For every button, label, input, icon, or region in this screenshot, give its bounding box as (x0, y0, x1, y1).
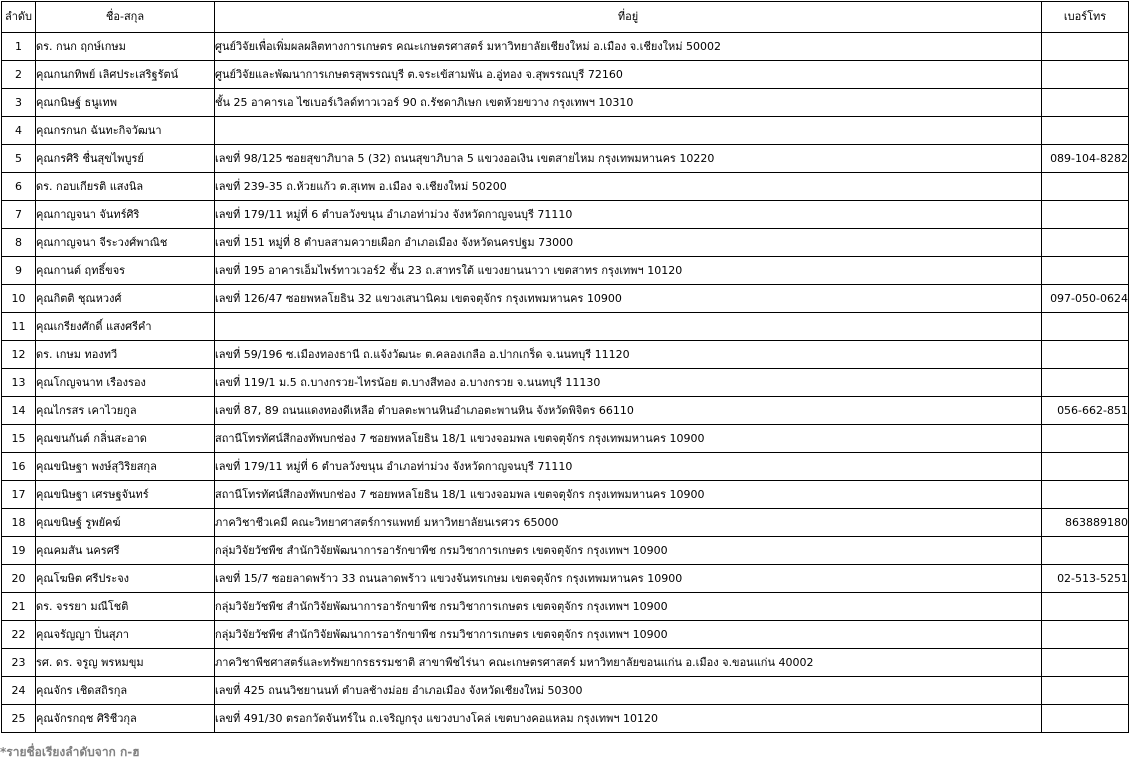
table-row (2, 425, 1129, 453)
cell-phone[interactable] (1042, 453, 1129, 481)
cell-no[interactable]: 20 (2, 565, 36, 593)
table-row (2, 593, 1129, 621)
table-row (2, 621, 1129, 649)
cell-phone[interactable] (1042, 61, 1129, 89)
table-row (2, 649, 1129, 677)
cell-phone[interactable]: 056-662-851 (1042, 397, 1129, 425)
cell-name[interactable]: คุณกาญจนา จันทร์ศิริ (36, 201, 215, 229)
header-row (2, 2, 1129, 33)
table-row (2, 369, 1129, 397)
cell-phone[interactable] (1042, 705, 1129, 733)
cell-phone[interactable] (1042, 649, 1129, 677)
cell-no[interactable]: 15 (2, 425, 36, 453)
cell-name[interactable]: คุณกรศิริ ชื่นสุขไพบูรย์ (36, 145, 215, 173)
cell-no[interactable]: 6 (2, 173, 36, 201)
cell-no[interactable]: 13 (2, 369, 36, 397)
cell-name[interactable]: ดร. เกษม ทองทวี (36, 341, 215, 369)
cell-no[interactable]: 10 (2, 285, 36, 313)
table-row (2, 481, 1129, 509)
cell-address[interactable]: เลขที่ 239-35 ถ.ห้วยแก้ว ต.สุเทพ อ.เมือง จ.เชียงใหม่ 50200 (215, 173, 1042, 201)
table-row (2, 705, 1129, 733)
contact-table (1, 1, 1129, 733)
cell-name[interactable]: คุณกนิษฐ์ ธนูเทพ (36, 89, 215, 117)
column-header-phone: เบอร์โทร (1042, 2, 1129, 33)
table-row (2, 229, 1129, 257)
cell-no[interactable]: 12 (2, 341, 36, 369)
cell-address[interactable]: ศูนย์วิจัยและพัฒนาการเกษตรสุพรรณบุรี ต.จระเข้สามพัน อ.อู่ทอง จ.สุพรรณบุรี 72160 (215, 61, 1042, 89)
cell-address[interactable]: กลุ่มวิจัยวัชพืช สำนักวิจัยพัฒนาการอารักขาพืช กรมวิชาการเกษตร เขตจตุจักร กรุงเทพฯ 10900 (215, 593, 1042, 621)
cell-address[interactable]: ศูนย์วิจัยเพื่อเพิ่มผลผลิตทางการเกษตร คณะเกษตรศาสตร์ มหาวิทยาลัยเชียงใหม่ อ.เมือง จ.เชียงใหม่ 50002 (215, 33, 1042, 61)
column-header-address: ที่อยู่ (215, 2, 1042, 33)
cell-name[interactable]: รศ. ดร. จรูญ พรหมขุม (36, 649, 215, 677)
cell-address[interactable]: เลขที่ 195 อาคารเอ็มไพร์ทาวเวอร์2 ชั้น 23 ถ.สาทรใต้ แขวงยานนาวา เขตสาทร กรุงเทพฯ 10120 (215, 257, 1042, 285)
cell-name[interactable]: คุณคมสัน นครศรี (36, 537, 215, 565)
cell-address[interactable]: กลุ่มวิจัยวัชพืช สำนักวิจัยพัฒนาการอารักขาพืช กรมวิชาการเกษตร เขตจตุจักร กรุงเทพฯ 10900 (215, 621, 1042, 649)
cell-name[interactable]: คุณกนกทิพย์ เลิศประเสริฐรัตน์ (36, 61, 215, 89)
table-row (2, 173, 1129, 201)
cell-address[interactable]: เลขที่ 151 หมู่ที่ 8 ตำบลสามควายเผือก อำเภอเมือง จังหวัดนครปฐม 73000 (215, 229, 1042, 257)
cell-address[interactable]: กลุ่มวิจัยวัชพืช สำนักวิจัยพัฒนาการอารักขาพืช กรมวิชาการเกษตร เขตจตุจักร กรุงเทพฯ 10900 (215, 537, 1042, 565)
table-row (2, 33, 1129, 61)
cell-phone[interactable] (1042, 201, 1129, 229)
cell-no[interactable]: 22 (2, 621, 36, 649)
cell-no[interactable]: 16 (2, 453, 36, 481)
cell-phone[interactable]: 097-050-0624 (1042, 285, 1129, 313)
table-row (2, 565, 1129, 593)
cell-name[interactable]: คุณขนิษฐา เศรษฐจันทร์ (36, 481, 215, 509)
cell-address[interactable]: ภาควิชาพืชศาสตร์และทรัพยากรธรรมชาติ สาขาพืชไร่นา คณะเกษตรศาสตร์ มหาวิทยาลัยขอนแก่น อ.เมือง จ.ขอนแก่น 40002 (215, 649, 1042, 677)
cell-name[interactable]: คุณจักร เชิดสถิรกุล (36, 677, 215, 705)
cell-address[interactable] (215, 117, 1042, 145)
cell-phone[interactable] (1042, 229, 1129, 257)
cell-name[interactable]: คุณจรัญญา ปิ่นสุภา (36, 621, 215, 649)
cell-name[interactable]: คุณขนิษฐา พงษ์สุวิริยสกุล (36, 453, 215, 481)
cell-address[interactable]: ชั้น 25 อาคารเอ ไซเบอร์เวิลด์ทาวเวอร์ 90 ถ.รัชดาภิเษก เขตห้วยขวาง กรุงเทพฯ 10310 (215, 89, 1042, 117)
cell-phone[interactable] (1042, 173, 1129, 201)
cell-no[interactable]: 1 (2, 33, 36, 61)
table-row (2, 117, 1129, 145)
cell-no[interactable]: 11 (2, 313, 36, 341)
table-row (2, 285, 1129, 313)
table-row (2, 201, 1129, 229)
cell-name[interactable]: คุณเกรียงศักดิ์ แสงศรีคำ (36, 313, 215, 341)
cell-no[interactable]: 9 (2, 257, 36, 285)
cell-phone[interactable] (1042, 341, 1129, 369)
cell-name[interactable]: คุณขนิษฐ์ รูพยัคฆ์ (36, 509, 215, 537)
cell-phone[interactable] (1042, 117, 1129, 145)
cell-name[interactable]: คุณโกญจนาท เรืองรอง (36, 369, 215, 397)
table-row (2, 257, 1129, 285)
cell-phone[interactable]: 863889180 (1042, 509, 1129, 537)
cell-name[interactable]: คุณกาญจนา จีระวงศ์พาณิช (36, 229, 215, 257)
cell-phone[interactable] (1042, 481, 1129, 509)
cell-address[interactable]: เลขที่ 98/125 ซอยสุขาภิบาล 5 (32) ถนนสุขาภิบาล 5 แขวงออเงิน เขตสายไหม กรุงเทพมหานคร 10220 (215, 145, 1042, 173)
cell-phone[interactable] (1042, 313, 1129, 341)
cell-name[interactable]: คุณโฆษิต ศรีประจง (36, 565, 215, 593)
cell-name[interactable]: คุณกรกนก ฉันทะกิจวัฒนา (36, 117, 215, 145)
cell-address[interactable]: เลขที่ 491/30 ตรอกวัดจันทร์ใน ถ.เจริญกรุง แขวงบางโคล่ เขตบางคอแหลม กรุงเทพฯ 10120 (215, 705, 1042, 733)
cell-no[interactable]: 23 (2, 649, 36, 677)
table-row (2, 677, 1129, 705)
cell-phone[interactable]: 089-104-8282 (1042, 145, 1129, 173)
cell-phone[interactable] (1042, 593, 1129, 621)
cell-name[interactable]: ดร. กอบเกียรติ แสงนิล (36, 173, 215, 201)
cell-phone[interactable] (1042, 425, 1129, 453)
cell-phone[interactable] (1042, 621, 1129, 649)
cell-phone[interactable] (1042, 537, 1129, 565)
cell-address[interactable]: สถานีโทรทัศน์สีกองทัพบกช่อง 7 ซอยพหลโยธิน 18/1 แขวงจอมพล เขตจตุจักร กรุงเทพมหานคร 10900 (215, 425, 1042, 453)
cell-no[interactable]: 21 (2, 593, 36, 621)
cell-address[interactable]: เลขที่ 425 ถนนวิชยานนท์ ตำบลช้างม่อย อำเภอเมือง จังหวัดเชียงใหม่ 50300 (215, 677, 1042, 705)
cell-no[interactable]: 8 (2, 229, 36, 257)
table-row (2, 341, 1129, 369)
cell-name[interactable]: คุณกิตติ ชุณหวงศ์ (36, 285, 215, 313)
cell-address[interactable]: เลขที่ 59/196 ซ.เมืองทองธานี ถ.แจ้งวัฒนะ ต.คลองเกลือ อ.ปากเกร็ด จ.นนทบุรี 11120 (215, 341, 1042, 369)
cell-name[interactable]: ดร. จรรยา มณีโชติ (36, 593, 215, 621)
cell-no[interactable]: 18 (2, 509, 36, 537)
cell-phone[interactable] (1042, 257, 1129, 285)
cell-no[interactable]: 24 (2, 677, 36, 705)
cell-phone[interactable] (1042, 89, 1129, 117)
table-row (2, 61, 1129, 89)
cell-no[interactable]: 25 (2, 705, 36, 733)
cell-address[interactable]: ภาควิชาชีวเคมี คณะวิทยาศาสตร์การแพทย์ มหาวิทยาลัยนเรศวร 65000 (215, 509, 1042, 537)
cell-no[interactable]: 19 (2, 537, 36, 565)
table-row (2, 145, 1129, 173)
cell-no[interactable]: 17 (2, 481, 36, 509)
cell-address[interactable] (215, 313, 1042, 341)
cell-phone[interactable] (1042, 369, 1129, 397)
cell-name[interactable]: คุณขนกันต์ กลิ่นสะอาด (36, 425, 215, 453)
cell-name[interactable]: ดร. กนก ฤกษ์เกษม (36, 33, 215, 61)
cell-no[interactable]: 14 (2, 397, 36, 425)
cell-address[interactable]: สถานีโทรทัศน์สีกองทัพบกช่อง 7 ซอยพหลโยธิน 18/1 แขวงจอมพล เขตจตุจักร กรุงเทพมหานคร 10900 (215, 481, 1042, 509)
table-row (2, 453, 1129, 481)
cell-no[interactable]: 3 (2, 89, 36, 117)
cell-no[interactable]: 5 (2, 145, 36, 173)
cell-address[interactable]: เลขที่ 119/1 ม.5 ถ.บางกรวย-ไทรน้อย ต.บางสีทอง อ.บางกรวย จ.นนทบุรี 11130 (215, 369, 1042, 397)
cell-name[interactable]: คุณไกรสร เคาไวยกูล (36, 397, 215, 425)
column-header-no: ลำดับ (2, 2, 36, 33)
table-row (2, 313, 1129, 341)
cell-address[interactable]: เลขที่ 126/47 ซอยพหลโยธิน 32 แขวงเสนานิคม เขตจตุจักร กรุงเทพมหานคร 10900 (215, 285, 1042, 313)
cell-phone[interactable] (1042, 33, 1129, 61)
cell-no[interactable]: 4 (2, 117, 36, 145)
cell-address[interactable]: เลขที่ 15/7 ซอยลาดพร้าว 33 ถนนลาดพร้าว แขวงจันทรเกษม เขตจตุจักร กรุงเทพมหานคร 10900 (215, 565, 1042, 593)
cell-address[interactable]: เลขที่ 87, 89 ถนนแดงทองดีเหลือ ตำบลตะพานหินอำเภอตะพานหิน จังหวัดพิจิตร 66110 (215, 397, 1042, 425)
cell-address[interactable]: เลขที่ 179/11 หมู่ที่ 6 ตำบลวังขนุน อำเภอท่าม่วง จังหวัดกาญจนบุรี 71110 (215, 453, 1042, 481)
cell-no[interactable]: 7 (2, 201, 36, 229)
table-row (2, 537, 1129, 565)
table-row (2, 397, 1129, 425)
column-header-name: ชื่อ-สกุล (36, 2, 215, 33)
cell-no[interactable]: 2 (2, 61, 36, 89)
cell-address[interactable]: เลขที่ 179/11 หมู่ที่ 6 ตำบลวังขนุน อำเภอท่าม่วง จังหวัดกาญจนบุรี 71110 (215, 201, 1042, 229)
cell-name[interactable]: คุณกานต์ ฤทธิ์ขจร (36, 257, 215, 285)
cell-name[interactable]: คุณจักรกฤช ศิริชีวกุล (36, 705, 215, 733)
table-row (2, 89, 1129, 117)
sort-footnote: *รายชื่อเรียงลำดับจาก ก-ฮ (0, 745, 140, 759)
cell-phone[interactable] (1042, 677, 1129, 705)
table-row (2, 509, 1129, 537)
cell-phone[interactable]: 02-513-5251 (1042, 565, 1129, 593)
